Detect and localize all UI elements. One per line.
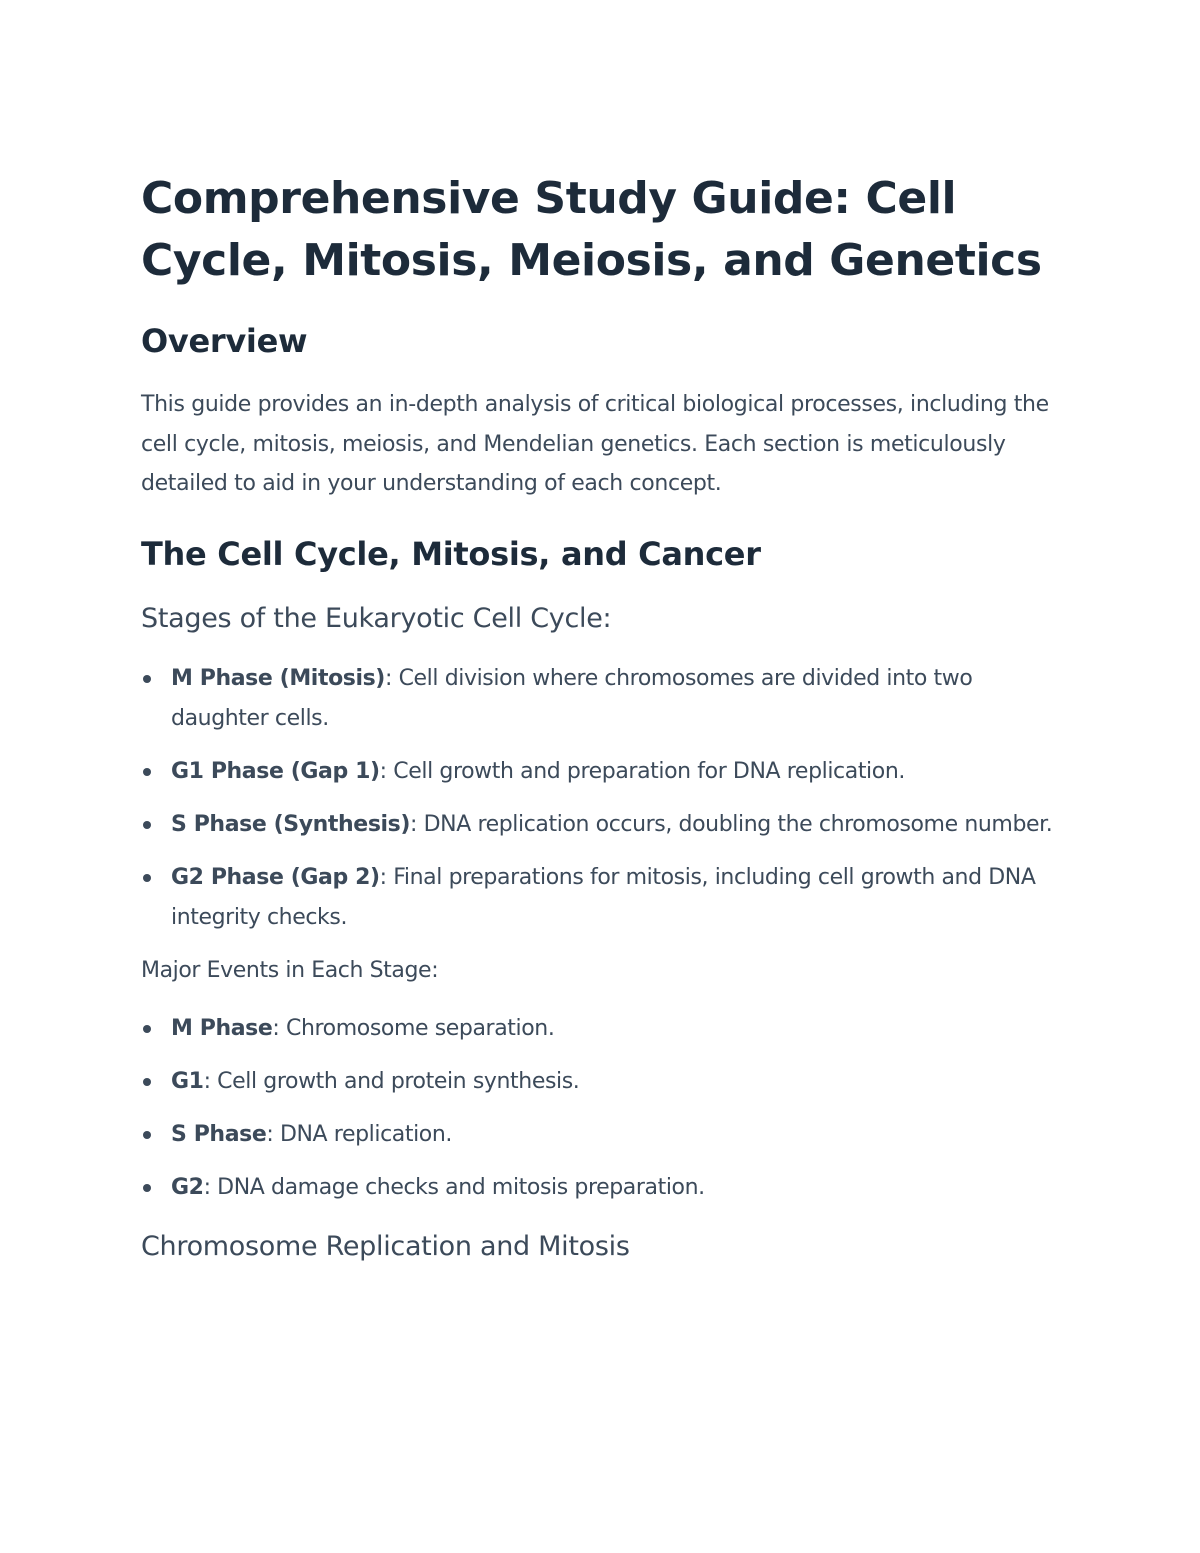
list-item-desc: : Chromosome separation.	[272, 1015, 555, 1041]
list-item-term: M Phase	[171, 1015, 273, 1041]
bullet-icon	[143, 874, 151, 882]
list-item-term: S Phase (Synthesis)	[171, 811, 410, 837]
events-label: Major Events in Each Stage:	[141, 957, 439, 983]
list-item	[141, 805, 1071, 845]
list-item-term: G1 Phase (Gap 1)	[171, 758, 380, 784]
bullet-icon	[143, 1078, 151, 1086]
chromosome-replication-subheading: Chromosome Replication and Mitosis	[141, 1230, 630, 1262]
overview-heading: Overview	[141, 322, 308, 360]
list-item-term: G1	[171, 1068, 204, 1094]
list-item-desc: : DNA replication.	[266, 1121, 453, 1147]
bullet-icon	[143, 1184, 151, 1192]
document-content	[141, 168, 1071, 1265]
list-item-desc: : Cell growth and preparation for DNA replication.	[379, 758, 905, 784]
list-item-term: S Phase	[171, 1121, 267, 1147]
list-item-desc: : Cell division where chromosomes are divided into two daughter cells.	[171, 665, 973, 731]
list-item-desc: : Final preparations for mitosis, including cell growth and DNA integrity checks.	[171, 864, 1036, 930]
document-title: Comprehensive Study Guide: Cell Cycle, Mitosis, Meiosis, and Genetics	[141, 173, 1042, 286]
bullet-icon	[143, 675, 151, 683]
bullet-icon	[143, 1025, 151, 1033]
bullet-icon	[143, 821, 151, 829]
list-item-term: G2 Phase (Gap 2)	[171, 864, 380, 890]
list-item	[141, 1115, 1071, 1155]
list-item	[141, 1009, 1071, 1049]
list-item-term: G2	[171, 1174, 204, 1200]
list-item	[141, 752, 1071, 792]
bullet-icon	[143, 1131, 151, 1139]
list-item-term: M Phase (Mitosis)	[171, 665, 385, 691]
stages-subheading: Stages of the Eukaryotic Cell Cycle:	[141, 602, 612, 634]
bullet-icon	[143, 768, 151, 776]
overview-paragraph: This guide provides an in-depth analysis of critical biological processes, including the cell cycle, mitosis, meiosis, and Mendelian genetics. Each section is meticulously detailed to aid in your understanding of each concept.	[141, 392, 1049, 496]
list-item	[141, 858, 1071, 938]
events-list	[141, 1009, 1071, 1208]
cell-cycle-heading: The Cell Cycle, Mitosis, and Cancer	[141, 534, 761, 573]
list-item-desc: : DNA replication occurs, doubling the chromosome number.	[410, 811, 1053, 837]
list-item	[141, 1168, 1071, 1208]
list-item	[141, 659, 1071, 739]
stages-list	[141, 659, 1071, 938]
list-item	[141, 1062, 1071, 1102]
list-item-desc: : DNA damage checks and mitosis preparation.	[203, 1174, 705, 1200]
list-item-desc: : Cell growth and protein synthesis.	[203, 1068, 580, 1094]
